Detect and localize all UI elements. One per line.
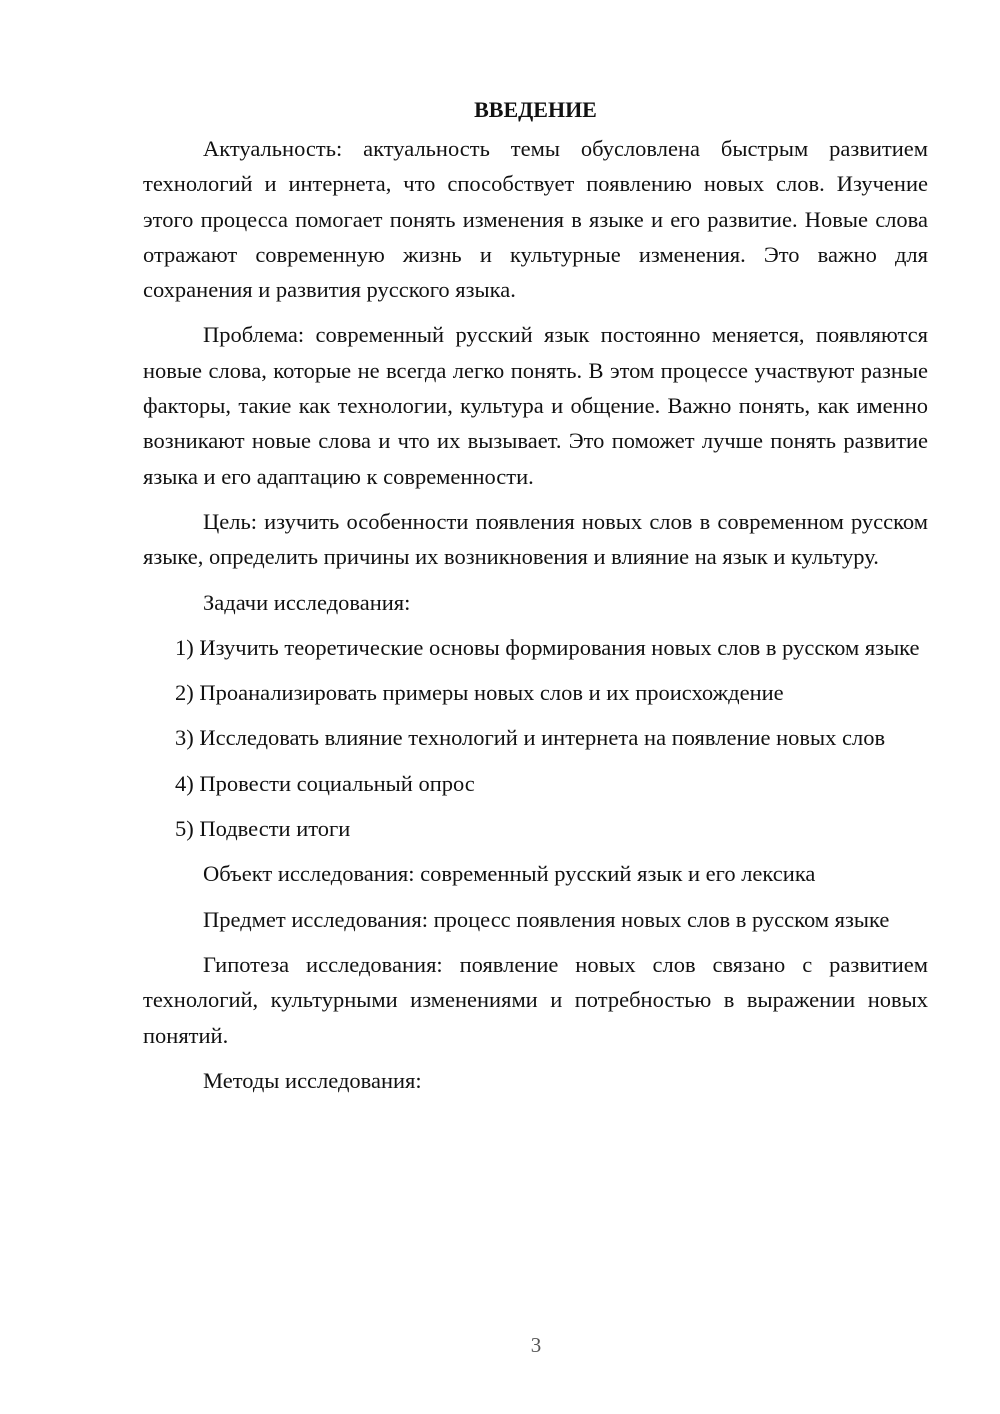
task-item-2: 2) Проанализировать примеры новых слов и их происхождение: [175, 680, 784, 706]
paragraph-goal: Цель: изучить особенности появления новых слов в современном русском языке, определить причины их возникновения и влияние на язык и культуру.: [143, 508, 928, 570]
paragraph-hypothesis: Гипотеза исследования: появление новых слов связано с развитием технологий, культурными изменениями и потребностью в выражении новых понятий.: [143, 951, 928, 1048]
paragraph-object: Объект исследования: современный русский язык и его лексика: [203, 861, 816, 887]
paragraph-problem: Проблема: современный русский язык постоянно меняется, появляются новые слова, которые не всегда легко понять. В этом процессе участвуют разные факторы, такие как технологии, культура и общение. Важно понять, как именно возникают новые слова и что их вызывает. Это поможет лучше понять развитие языка и его адаптацию к современности.: [143, 322, 928, 489]
paragraph-relevance: Актуальность: актуальность темы обусловлена быстрым развитием технологий и интернета, что способствует появлению новых слов. Изучение этого процесса помогает понять изменения в языке и его развитие. Новые слова отражают современную жизнь и культурные изменения. Это важно для сохранения и развития русского языка.: [143, 136, 928, 303]
paragraph-subject: Предмет исследования: процесс появления новых слов в русском языке: [203, 906, 890, 932]
page-number: 3: [530, 1333, 542, 1357]
section-title: ВВЕДЕНИЕ: [474, 97, 597, 122]
paragraph-tasks-heading: Задачи исследования:: [203, 589, 411, 615]
task-item-5: 5) Подвести итоги: [175, 816, 351, 842]
paragraph-methods: Методы исследования:: [203, 1067, 422, 1093]
task-item-4: 4) Провести социальный опрос: [175, 770, 475, 796]
task-item-1: 1) Изучить теоретические основы формирования новых слов в русском языке: [175, 634, 920, 660]
task-item-3: 3) Исследовать влияние технологий и интернета на появление новых слов: [175, 725, 886, 751]
page-content: [143, 92, 928, 1108]
